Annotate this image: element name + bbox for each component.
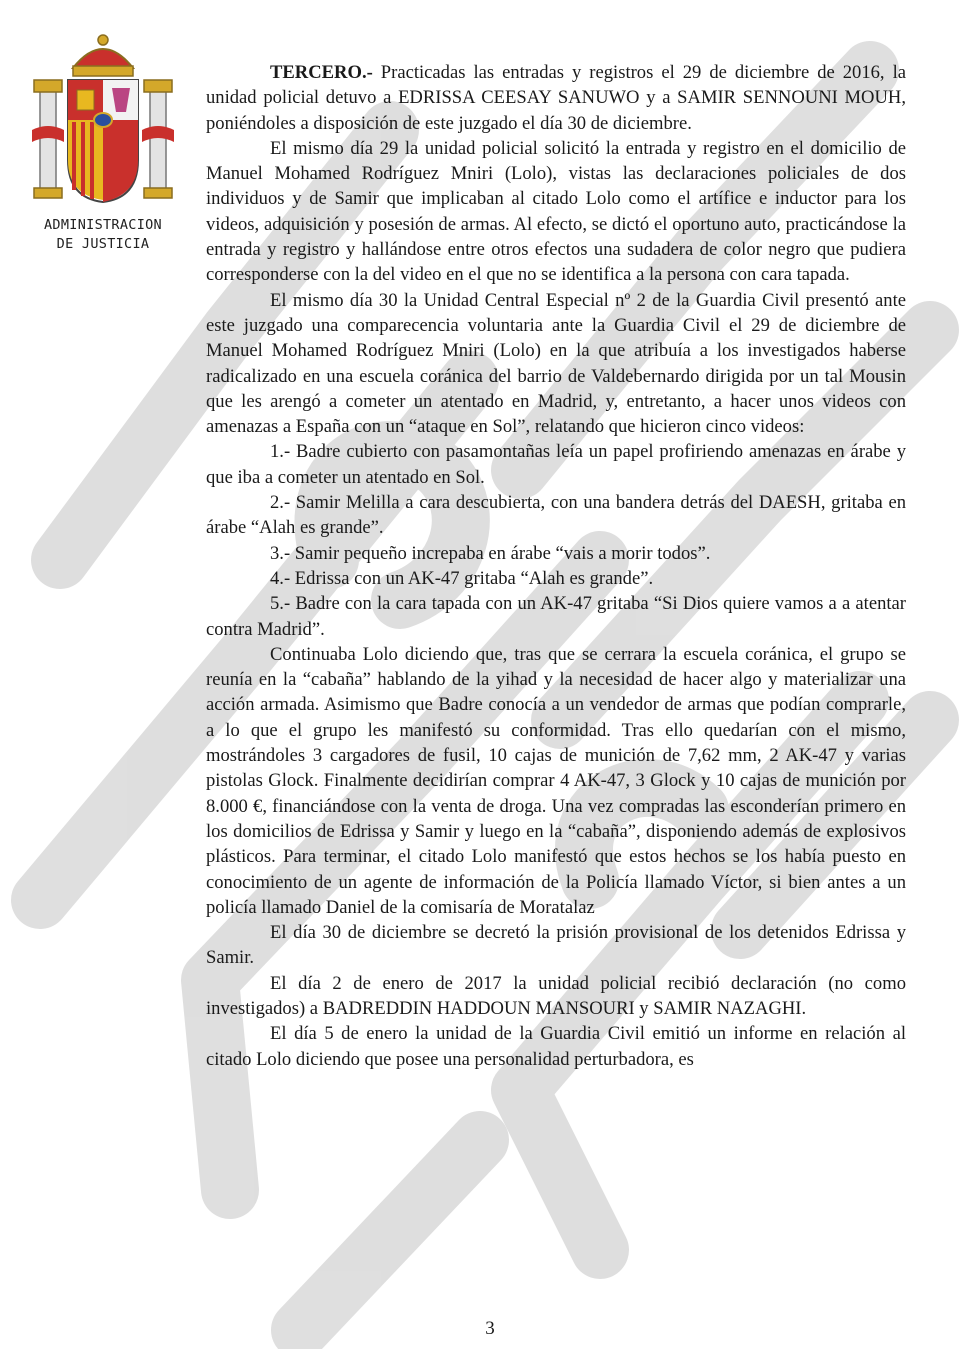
letterhead xyxy=(18,30,188,254)
list-item: 4.- Edrissa con un AK-47 gritaba “Alah es grande”. xyxy=(270,567,654,589)
paragraph: El día 5 de enero la unidad de la Guardia Civil emitió un informe en relación al citado Lolo diciendo que posee una personalidad perturbadora, es xyxy=(206,1023,906,1070)
admin-label-line1: ADMINISTRACION xyxy=(44,217,162,233)
list-item: 1.- Badre cubierto con pasamontañas leía un papel profiriendo amenazas en árabe y que iba a cometer un atentado en Sol. xyxy=(206,441,906,488)
document-body xyxy=(206,60,906,1072)
watermark-stroke xyxy=(300,1140,480,1330)
paragraph: El día 30 de diciembre se decretó la prisión provisional de los detenidos Edrissa y Samir. xyxy=(206,922,906,969)
paragraph: El mismo día 29 la unidad policial solicitó la entrada y registro en el domicilio de Manuel Mohamed Rodríguez Mniri (Lolo), vistas las declaraciones policiales de dos individuos y de Samir que implicaban al citado Lolo como el artífice e inductor para los videos, adquisición y posesión de armas. Al efecto, se dictó el oportuno auto, practicándose la entrada y registro y hallándose entre otros efectos una sudadera de color negro que pudiera corresponderse con la del video en el que no se identifica a la persona con cara tapada. xyxy=(206,137,906,286)
paragraph-text: Practicadas las entradas y registros el 29 de diciembre de 2016, la unidad policial detuvo a EDRISSA CEESAY SANUWO y a SAMIR SENNOUNI MOUH, poniéndoles a disposición de este juzgado el día 30 de diciembre. xyxy=(206,62,906,134)
paragraph: Continuaba Lolo diciendo que, tras que se cerrara la escuela coránica, el grupo se reunía en la “cabaña” hablando de la yihad y la necesidad de hacer algo y materializar una acción armada. Asimismo que Badre conocía a un vendedor de armas que podían comprarle, a lo que el grupo les manifestó su conformidad. Tras ello quedarían con el mismo, mostrándoles 3 cargadores de fusil, 10 cajas de munición de 7,62 mm, 2 AK-47 y varias pistolas Glock. Finalmente decidirían comprar 4 AK-47, 3 Glock y 10 cajas de munición por 8.000 €, financiándose con la venta de droga. Una vez compradas las esconderían primero en los domicilios de Edrissa y Samir y luego en la “cabaña”, disponiendo además de explosivos plásticos. Para terminar, el citado Lolo manifestó que estos hechos se los había puesto en conocimiento de un agente de información de la Policía llamado Víctor, si bien antes a un policía llamado Daniel de la comisaría de Moratalaz xyxy=(206,643,906,918)
paragraph: El día 2 de enero de 2017 la unidad policial recibió declaración (no como investigados) a BADREDDIN HADDOUN MANSOURI y SAMIR NAZAGHI. xyxy=(206,972,906,1019)
section-label: TERCERO.- xyxy=(270,62,373,83)
spanish-coat-of-arms-icon xyxy=(28,30,178,210)
page-number: 3 xyxy=(485,1318,495,1339)
list-item: 5.- Badre con la cara tapada con un AK-47 gritaba “Si Dios quiere vamos a a atentar contra Madrid”. xyxy=(206,593,906,640)
paragraph-tercero xyxy=(206,60,906,136)
list-item: 2.- Samir Melilla a cara descubierta, con una bandera detrás del DAESH, gritaba en árabe “Alah es grande”. xyxy=(206,492,906,539)
paragraph: El mismo día 30 la Unidad Central Especial nº 2 de la Guardia Civil presentó ante este juzgado una comparecencia voluntaria ante la Guardia Civil el 29 de diciembre de Manuel Mohamed Rodríguez Mniri (Lolo) en la que atribuía a los investigados haberse radicalizado en una escuela coránica del barrio de Valdebernardo dirigida por un tal Mousin que les arengó a cometer un atentado en Madrid, y, entretanto, a hacer unos videos con amenazas a España con un “ataque en Sol”, relatando que hicieron cinco videos: xyxy=(206,289,906,438)
admin-label-line2: DE JUSTICIA xyxy=(56,236,150,252)
list-item: 3.- Samir pequeño increpaba en árabe “vais a morir todos”. xyxy=(270,542,711,564)
